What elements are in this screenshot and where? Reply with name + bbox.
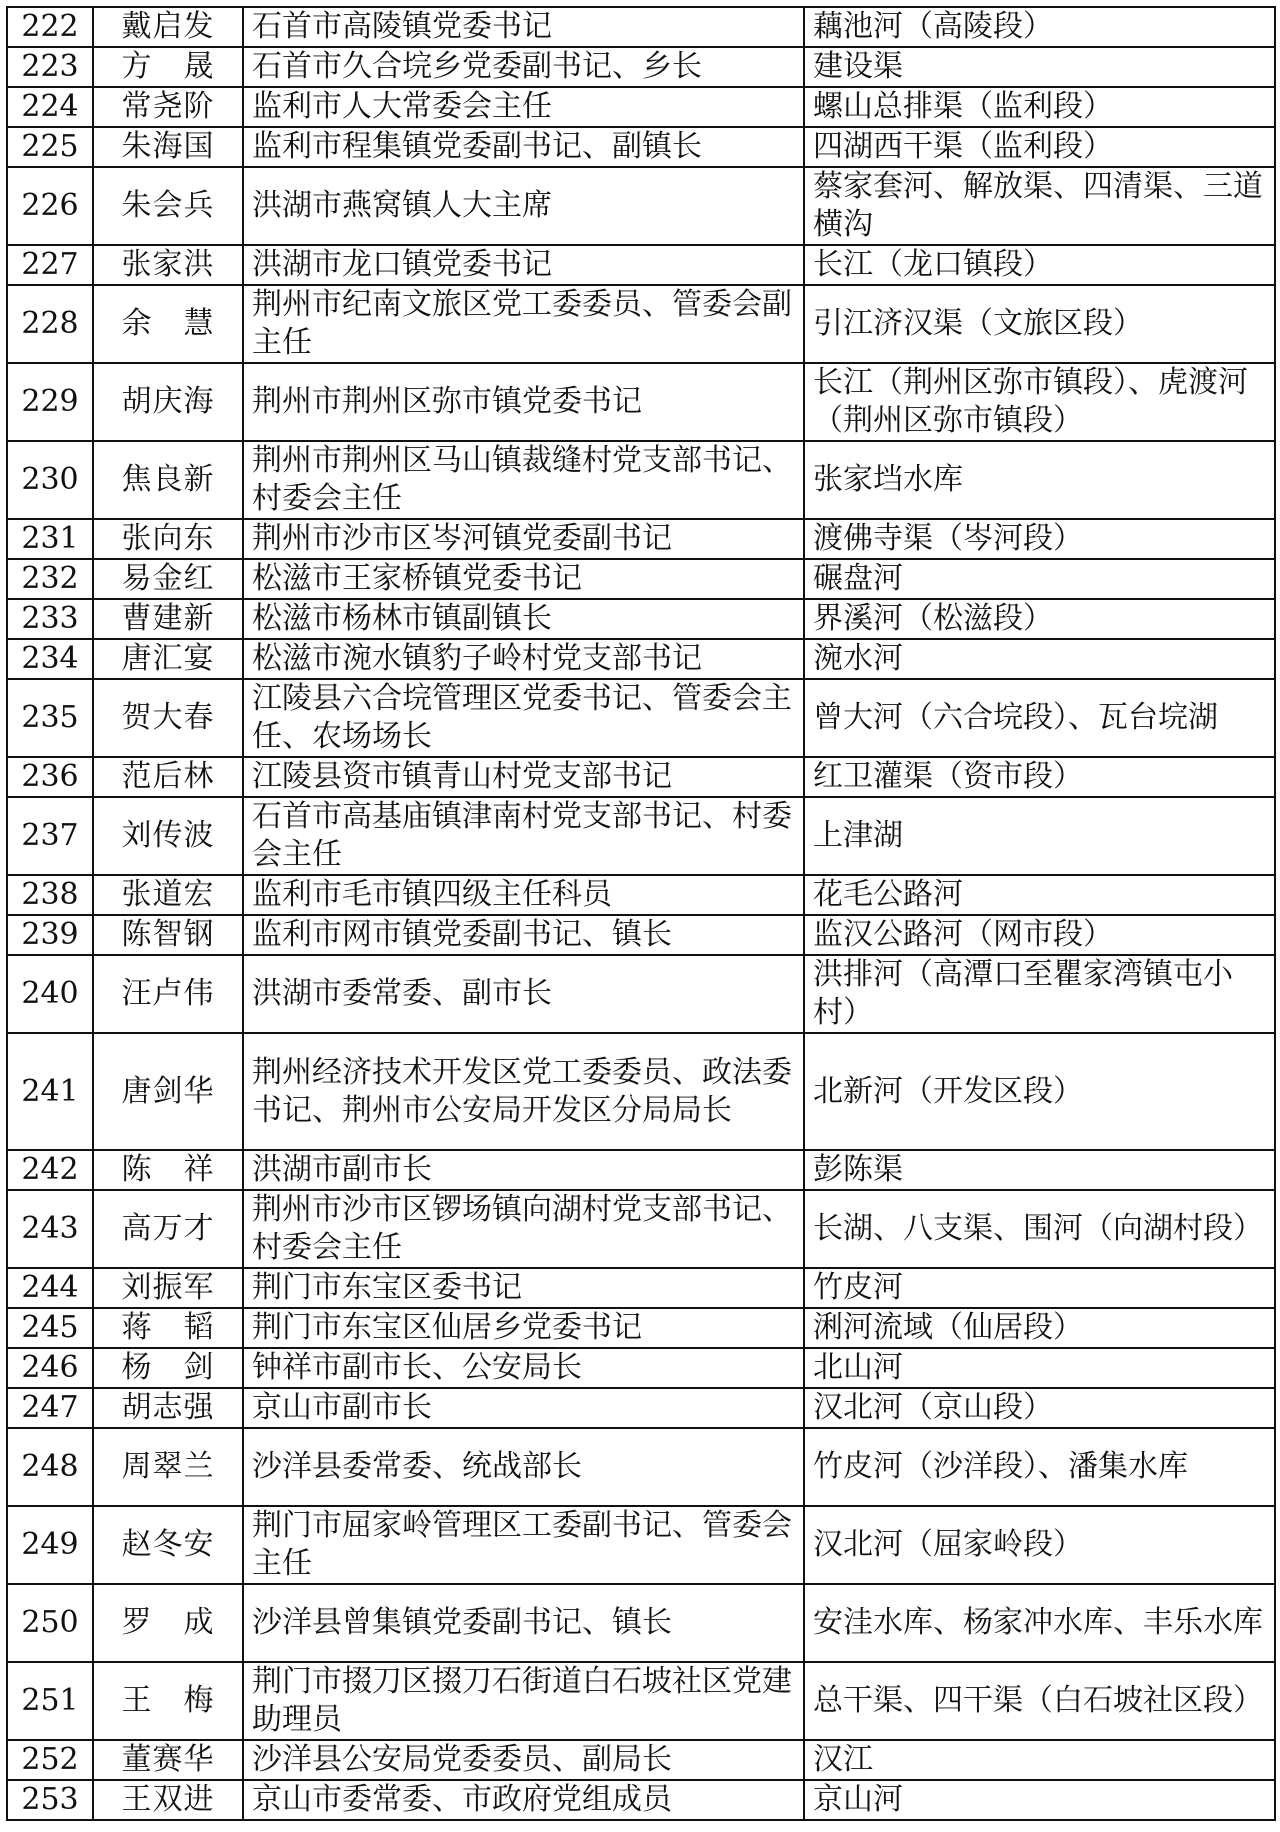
position-title: 钟祥市副市长、公安局长	[243, 1348, 804, 1388]
row-number: 246	[7, 1348, 93, 1388]
table-row	[7, 875, 1275, 915]
table-row	[7, 1033, 1275, 1150]
row-number: 230	[7, 441, 93, 519]
row-number: 229	[7, 363, 93, 441]
person-name: 朱会兵	[93, 167, 243, 245]
river-assignment: 监汉公路河（网市段）	[804, 915, 1275, 955]
row-number: 250	[7, 1584, 93, 1662]
table-row	[7, 599, 1275, 639]
row-number: 245	[7, 1308, 93, 1348]
person-name: 赵冬安	[93, 1506, 243, 1584]
row-number: 244	[7, 1268, 93, 1308]
person-name: 易金红	[93, 559, 243, 599]
person-name: 常尧阶	[93, 87, 243, 127]
position-title: 荆门市掇刀区掇刀石街道白石坡社区党建助理员	[243, 1662, 804, 1740]
table-row	[7, 127, 1275, 167]
position-title: 荆门市东宝区仙居乡党委书记	[243, 1308, 804, 1348]
position-title: 监利市网市镇党委副书记、镇长	[243, 915, 804, 955]
row-number: 224	[7, 87, 93, 127]
river-assignment: 北山河	[804, 1348, 1275, 1388]
table-row	[7, 679, 1275, 757]
table-row	[7, 1190, 1275, 1268]
river-assignment: 浰河流域（仙居段）	[804, 1308, 1275, 1348]
row-number: 222	[7, 7, 93, 47]
person-name: 胡志强	[93, 1388, 243, 1428]
table-row	[7, 1348, 1275, 1388]
river-assignment: 建设渠	[804, 47, 1275, 87]
row-number: 233	[7, 599, 93, 639]
row-number: 227	[7, 245, 93, 285]
row-number: 235	[7, 679, 93, 757]
position-title: 沙洋县公安局党委委员、副局长	[243, 1740, 804, 1780]
person-name: 唐剑华	[93, 1033, 243, 1150]
position-title: 洪湖市燕窝镇人大主席	[243, 167, 804, 245]
river-assignment: 彭陈渠	[804, 1150, 1275, 1190]
position-title: 沙洋县委常委、统战部长	[243, 1428, 804, 1506]
person-name: 刘传波	[93, 797, 243, 875]
person-name: 蒋 韬	[93, 1308, 243, 1348]
position-title: 监利市人大常委会主任	[243, 87, 804, 127]
person-name: 董赛华	[93, 1740, 243, 1780]
table-row	[7, 441, 1275, 519]
person-name: 焦良新	[93, 441, 243, 519]
row-number: 247	[7, 1388, 93, 1428]
person-name: 余 慧	[93, 285, 243, 363]
row-number: 243	[7, 1190, 93, 1268]
table-row	[7, 285, 1275, 363]
row-number: 225	[7, 127, 93, 167]
river-assignment: 螺山总排渠（监利段）	[804, 87, 1275, 127]
river-assignment: 曾大河（六合垸段）、瓦台垸湖	[804, 679, 1275, 757]
position-title: 荆州市荆州区马山镇裁缝村党支部书记、村委会主任	[243, 441, 804, 519]
position-title: 荆州市荆州区弥市镇党委书记	[243, 363, 804, 441]
table-row	[7, 1780, 1275, 1820]
river-assignment: 四湖西干渠（监利段）	[804, 127, 1275, 167]
river-assignment: 长江（龙口镇段）	[804, 245, 1275, 285]
person-name: 陈 祥	[93, 1150, 243, 1190]
river-assignment: 洪排河（高潭口至瞿家湾镇屯小村）	[804, 955, 1275, 1033]
river-assignment: 碾盘河	[804, 559, 1275, 599]
table-row	[7, 363, 1275, 441]
person-name: 周翠兰	[93, 1428, 243, 1506]
position-title: 松滋市杨林市镇副镇长	[243, 599, 804, 639]
river-assignment: 竹皮河	[804, 1268, 1275, 1308]
table-row	[7, 1150, 1275, 1190]
person-name: 罗 成	[93, 1584, 243, 1662]
row-number: 240	[7, 955, 93, 1033]
position-title: 监利市程集镇党委副书记、副镇长	[243, 127, 804, 167]
table-row	[7, 245, 1275, 285]
table-row	[7, 797, 1275, 875]
position-title: 京山市委常委、市政府党组成员	[243, 1780, 804, 1820]
river-assignment: 安洼水库、杨家冲水库、丰乐水库	[804, 1584, 1275, 1662]
row-number: 234	[7, 639, 93, 679]
row-number: 241	[7, 1033, 93, 1150]
person-name: 刘振军	[93, 1268, 243, 1308]
position-title: 荆州市沙市区锣场镇向湖村党支部书记、村委会主任	[243, 1190, 804, 1268]
river-assignment: 长江（荆州区弥市镇段）、虎渡河（荆州区弥市镇段）	[804, 363, 1275, 441]
row-number: 236	[7, 757, 93, 797]
row-number: 238	[7, 875, 93, 915]
table-row	[7, 955, 1275, 1033]
row-number: 239	[7, 915, 93, 955]
position-title: 荆州市沙市区岑河镇党委副书记	[243, 519, 804, 559]
position-title: 监利市毛市镇四级主任科员	[243, 875, 804, 915]
table-row	[7, 167, 1275, 245]
river-assignment: 北新河（开发区段）	[804, 1033, 1275, 1150]
river-assignment: 汉江	[804, 1740, 1275, 1780]
position-title: 洪湖市龙口镇党委书记	[243, 245, 804, 285]
table-row	[7, 1506, 1275, 1584]
row-number: 252	[7, 1740, 93, 1780]
row-number: 232	[7, 559, 93, 599]
position-title: 江陵县资市镇青山村党支部书记	[243, 757, 804, 797]
person-name: 张家洪	[93, 245, 243, 285]
position-title: 荆州市纪南文旅区党工委委员、管委会副主任	[243, 285, 804, 363]
table-row	[7, 915, 1275, 955]
table-row	[7, 559, 1275, 599]
person-name: 朱海国	[93, 127, 243, 167]
position-title: 石首市久合垸乡党委副书记、乡长	[243, 47, 804, 87]
person-name: 范后林	[93, 757, 243, 797]
table-row	[7, 1308, 1275, 1348]
table-row	[7, 1662, 1275, 1740]
person-name: 方 晟	[93, 47, 243, 87]
person-name: 贺大春	[93, 679, 243, 757]
river-assignment: 红卫灌渠（资市段）	[804, 757, 1275, 797]
row-number: 231	[7, 519, 93, 559]
row-number: 237	[7, 797, 93, 875]
river-assignment: 蔡家套河、解放渠、四清渠、三道横沟	[804, 167, 1275, 245]
river-chief-table	[6, 6, 1276, 1821]
table-row	[7, 757, 1275, 797]
table-row	[7, 1584, 1275, 1662]
position-title: 洪湖市副市长	[243, 1150, 804, 1190]
position-title: 京山市副市长	[243, 1388, 804, 1428]
river-assignment: 界溪河（松滋段）	[804, 599, 1275, 639]
river-assignment: 京山河	[804, 1780, 1275, 1820]
table-row	[7, 1428, 1275, 1506]
table-row	[7, 639, 1275, 679]
river-assignment: 涴水河	[804, 639, 1275, 679]
person-name: 戴启发	[93, 7, 243, 47]
position-title: 荆州经济技术开发区党工委委员、政法委书记、荆州市公安局开发区分局局长	[243, 1033, 804, 1150]
person-name: 高万才	[93, 1190, 243, 1268]
row-number: 242	[7, 1150, 93, 1190]
person-name: 汪卢伟	[93, 955, 243, 1033]
river-assignment: 引江济汉渠（文旅区段）	[804, 285, 1275, 363]
river-assignment: 长湖、八支渠、围河（向湖村段）	[804, 1190, 1275, 1268]
river-assignment: 张家垱水库	[804, 441, 1275, 519]
person-name: 王双进	[93, 1780, 243, 1820]
river-assignment: 汉北河（京山段）	[804, 1388, 1275, 1428]
row-number: 223	[7, 47, 93, 87]
person-name: 张向东	[93, 519, 243, 559]
position-title: 沙洋县曾集镇党委副书记、镇长	[243, 1584, 804, 1662]
person-name: 胡庆海	[93, 363, 243, 441]
river-assignment: 渡佛寺渠（岑河段）	[804, 519, 1275, 559]
position-title: 荆门市屈家岭管理区工委副书记、管委会主任	[243, 1506, 804, 1584]
table-row	[7, 87, 1275, 127]
row-number: 226	[7, 167, 93, 245]
position-title: 松滋市涴水镇豹子岭村党支部书记	[243, 639, 804, 679]
table-row	[7, 1268, 1275, 1308]
person-name: 唐汇宴	[93, 639, 243, 679]
person-name: 杨 剑	[93, 1348, 243, 1388]
position-title: 石首市高基庙镇津南村党支部书记、村委会主任	[243, 797, 804, 875]
river-assignment: 竹皮河（沙洋段）、潘集水库	[804, 1428, 1275, 1506]
row-number: 248	[7, 1428, 93, 1506]
river-assignment: 汉北河（屈家岭段）	[804, 1506, 1275, 1584]
person-name: 王 梅	[93, 1662, 243, 1740]
table-row	[7, 1740, 1275, 1780]
row-number: 228	[7, 285, 93, 363]
position-title: 荆门市东宝区委书记	[243, 1268, 804, 1308]
position-title: 洪湖市委常委、副市长	[243, 955, 804, 1033]
position-title: 江陵县六合垸管理区党委书记、管委会主任、农场场长	[243, 679, 804, 757]
person-name: 张道宏	[93, 875, 243, 915]
person-name: 曹建新	[93, 599, 243, 639]
river-assignment: 花毛公路河	[804, 875, 1275, 915]
table-row	[7, 519, 1275, 559]
table-row	[7, 47, 1275, 87]
river-assignment: 上津湖	[804, 797, 1275, 875]
row-number: 249	[7, 1506, 93, 1584]
river-assignment: 总干渠、四干渠（白石坡社区段）	[804, 1662, 1275, 1740]
table-body	[7, 7, 1275, 1820]
position-title: 石首市高陵镇党委书记	[243, 7, 804, 47]
position-title: 松滋市王家桥镇党委书记	[243, 559, 804, 599]
table-row	[7, 7, 1275, 47]
row-number: 251	[7, 1662, 93, 1740]
person-name: 陈智钢	[93, 915, 243, 955]
row-number: 253	[7, 1780, 93, 1820]
table-row	[7, 1388, 1275, 1428]
river-assignment: 藕池河（高陵段）	[804, 7, 1275, 47]
